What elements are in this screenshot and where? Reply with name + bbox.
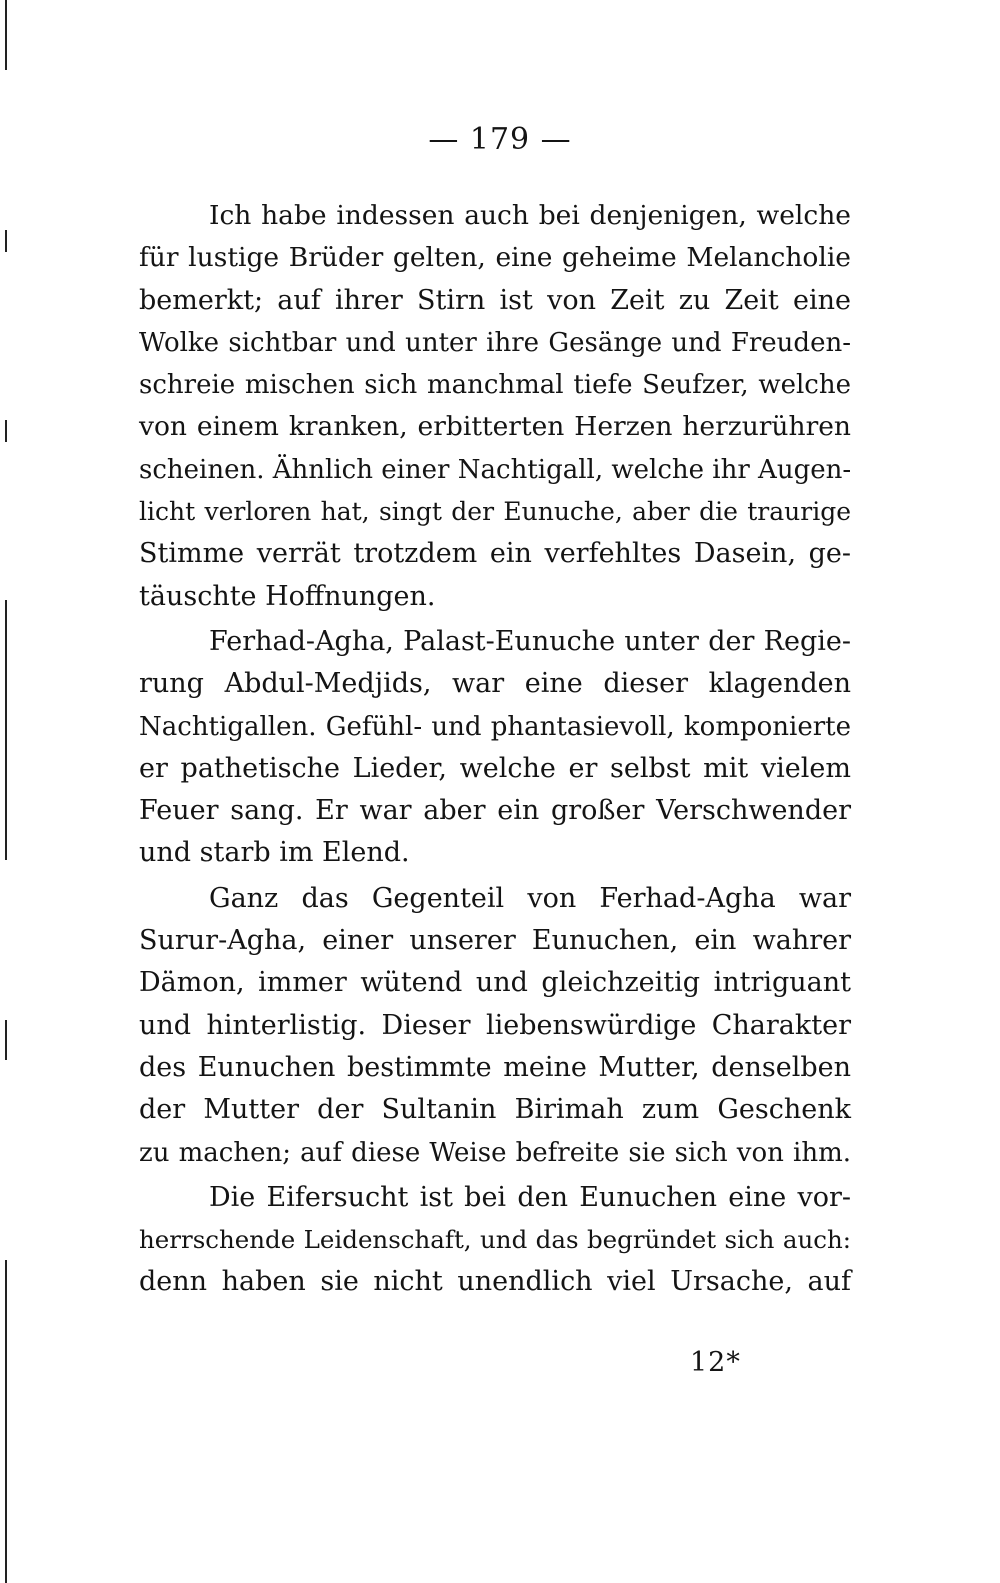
text-line: Ganz das Gegenteil von Ferhad-Agha war bbox=[209, 882, 851, 914]
text-line: Die Eifersucht ist bei den Eunuchen eine vor- bbox=[209, 1181, 851, 1213]
page-edge-mark bbox=[5, 0, 7, 70]
text-line: schreie mischen sich manchmal tiefe Seufzer, welche bbox=[139, 370, 851, 401]
page-edge-mark bbox=[5, 600, 7, 860]
text-line: für lustige Brüder gelten, eine geheime Melancholie bbox=[139, 242, 851, 274]
text-line: Dämon, immer wütend und gleichzeitig intriguant bbox=[139, 967, 851, 999]
text-line: bemerkt; auf ihrer Stirn ist von Zeit zu Zeit eine bbox=[139, 284, 851, 316]
body-text bbox=[139, 195, 851, 1304]
page-edge-mark bbox=[5, 1260, 7, 1583]
text-line: rung Abdul-Medjids, war eine dieser klagenden bbox=[139, 668, 851, 700]
text-line: und hinterlistig. Dieser liebenswürdige Charakter bbox=[139, 1009, 851, 1041]
text-line: Wolke sichtbar und unter ihre Gesänge und Freuden- bbox=[139, 327, 851, 358]
paragraph bbox=[139, 621, 851, 875]
paragraph bbox=[139, 1177, 851, 1304]
paragraph bbox=[139, 195, 851, 618]
text-line: Surur-Agha, einer unserer Eunuchen, ein wahrer bbox=[139, 925, 851, 957]
text-line: Nachtigallen. Gefühl- und phantasievoll, komponierte bbox=[139, 711, 851, 742]
text-line: denn haben sie nicht unendlich viel Ursache, auf bbox=[139, 1266, 851, 1298]
page-edge-mark bbox=[5, 230, 7, 252]
text-line: zu machen; auf diese Weise befreite sie sich von ihm. bbox=[139, 1137, 851, 1168]
text-line: Stimme verrät trotzdem ein verfehltes Dasein, ge- bbox=[139, 538, 851, 570]
text-line: des Eunuchen bestimmte meine Mutter, denselben bbox=[139, 1051, 851, 1083]
text-line: Feuer sang. Er war aber ein großer Verschwender bbox=[139, 795, 851, 827]
text-line: täuschte Hoffnungen. bbox=[139, 580, 436, 612]
text-line: herrschende Leidenschaft, und das begründet sich auch: bbox=[139, 1225, 851, 1255]
text-line: scheinen. Ähnlich einer Nachtigall, welche ihr Augen- bbox=[139, 454, 852, 485]
page-number: — 179 — bbox=[428, 122, 572, 157]
text-line: von einem kranken, erbitterten Herzen herzurühren bbox=[139, 411, 851, 443]
text-line: er pathetische Lieder, welche er selbst mit vielem bbox=[139, 752, 851, 784]
text-line: der Mutter der Sultanin Birimah zum Geschenk bbox=[139, 1094, 851, 1126]
text-line: und starb im Elend. bbox=[139, 837, 410, 869]
paragraph bbox=[139, 878, 851, 1174]
page-edge-mark bbox=[5, 1020, 7, 1060]
signature-mark: 12* bbox=[690, 1347, 741, 1378]
text-line: Ich habe indessen auch bei denjenigen, welche bbox=[209, 200, 851, 231]
page-edge-mark bbox=[5, 420, 7, 442]
text-line: Ferhad-Agha, Palast-Eunuche unter der Regie- bbox=[209, 625, 851, 657]
text-line: licht verloren hat, singt der Eunuche, aber die traurige bbox=[139, 497, 851, 527]
